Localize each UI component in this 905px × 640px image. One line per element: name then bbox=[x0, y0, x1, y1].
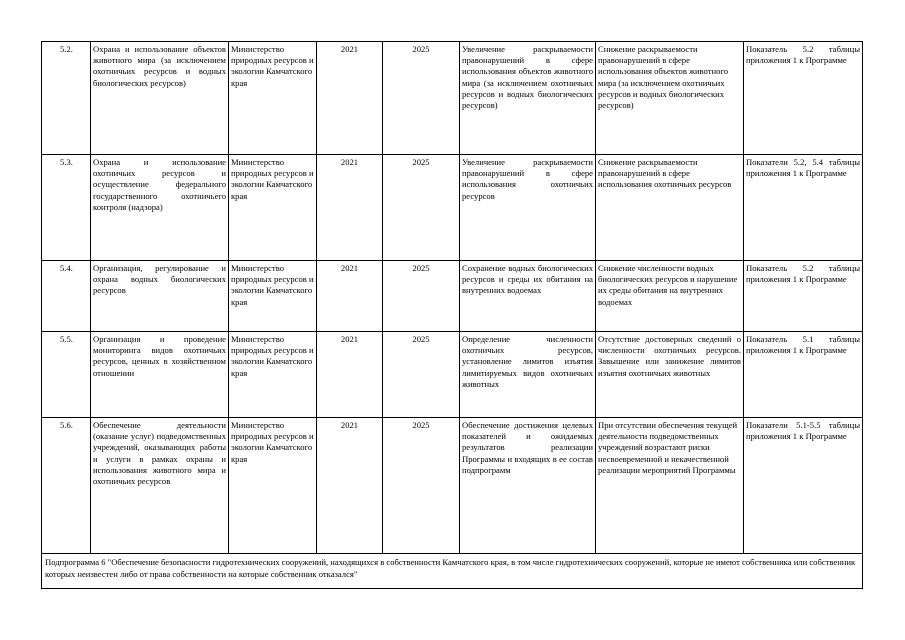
responsible-executor: Министерство природных ресурсов и экологии Камчатского края bbox=[229, 332, 317, 418]
expected-result: Обеспечение достижения целевых показателей и ожидаемых результатов реализации Программы и входящих в ее состав подпрограмм bbox=[460, 418, 596, 554]
program-indicator: Показатели 5.1-5.5 таблицы приложения 1 к Программе bbox=[744, 418, 863, 554]
measure-name: Организация, регулирование и охрана водных биологических ресурсов bbox=[91, 261, 229, 332]
start-year: 2021 bbox=[317, 418, 383, 554]
table-row bbox=[42, 42, 863, 155]
non-implementation-consequence: Снижение раскрываемости правонарушений в сфере использования объектов животного мира (за исключением охотничьих ресурсов и водных биологических ресурсов) bbox=[596, 42, 744, 155]
start-year: 2021 bbox=[317, 332, 383, 418]
measure-name: Организация и проведение мониторинга видов охотничьих ресурсов, ценных в хозяйственном отношении bbox=[91, 332, 229, 418]
non-implementation-consequence: Снижение численности водных биологических ресурсов и нарушение их среды обитания на внутренних водоемах bbox=[596, 261, 744, 332]
start-year: 2021 bbox=[317, 155, 383, 261]
measure-name: Охрана и использование охотничьих ресурсов и осуществление федерального государственного охотничьего контроля (надзора) bbox=[91, 155, 229, 261]
row-number: 5.6. bbox=[42, 418, 91, 554]
responsible-executor: Министерство природных ресурсов и экологии Камчатского края bbox=[229, 418, 317, 554]
row-number: 5.4. bbox=[42, 261, 91, 332]
responsible-executor: Министерство природных ресурсов и экологии Камчатского края bbox=[229, 155, 317, 261]
expected-result: Увеличение раскрываемости правонарушений в сфере использования объектов животного мира (за исключением охотничьих ресурсов и водных биологических ресурсов) bbox=[460, 42, 596, 155]
subprogram-row bbox=[42, 554, 863, 589]
measure-name: Охрана и использование объектов животного мира (за исключением охотничьих ресурсов и водных биологических ресурсов) bbox=[91, 42, 229, 155]
program-indicator: Показатель 5.1 таблицы приложения 1 к Программе bbox=[744, 332, 863, 418]
non-implementation-consequence: Отсутствие достоверных сведений о численности охотничьих ресурсов. Завышение или занижение лимитов изъятия охотничьих животных bbox=[596, 332, 744, 418]
responsible-executor: Министерство природных ресурсов и экологии Камчатского края bbox=[229, 42, 317, 155]
expected-result: Сохранение водных биологических ресурсов и среды их обитания на внутренних водоемах bbox=[460, 261, 596, 332]
measure-name: Обеспечение деятельности (оказание услуг) подведомственных учреждений, оказывающих работы и услуги в рамках охраны и использования животного мира и охотничьих ресурсов bbox=[91, 418, 229, 554]
start-year: 2021 bbox=[317, 42, 383, 155]
expected-result: Увеличение раскрываемости правонарушений в сфере использования охотничьих ресурсов bbox=[460, 155, 596, 261]
program-indicator: Показатель 5.2 таблицы приложения 1 к Программе bbox=[744, 261, 863, 332]
row-number: 5.5. bbox=[42, 332, 91, 418]
responsible-executor: Министерство природных ресурсов и экологии Камчатского края bbox=[229, 261, 317, 332]
non-implementation-consequence: Снижение раскрываемости правонарушений в сфере использования охотничьих ресурсов bbox=[596, 155, 744, 261]
program-measures-table bbox=[41, 41, 863, 589]
table-row bbox=[42, 155, 863, 261]
end-year: 2025 bbox=[383, 42, 460, 155]
row-number: 5.3. bbox=[42, 155, 91, 261]
start-year: 2021 bbox=[317, 261, 383, 332]
end-year: 2025 bbox=[383, 155, 460, 261]
program-indicator: Показатель 5.2 таблицы приложения 1 к Программе bbox=[744, 42, 863, 155]
end-year: 2025 bbox=[383, 418, 460, 554]
table-row bbox=[42, 261, 863, 332]
expected-result: Определение численности охотничьих ресурсов, установление лимитов изъятия лимитируемых видов охотничьих животных bbox=[460, 332, 596, 418]
program-indicator: Показатели 5.2, 5.4 таблицы приложения 1 к Программе bbox=[744, 155, 863, 261]
table-row bbox=[42, 418, 863, 554]
end-year: 2025 bbox=[383, 332, 460, 418]
non-implementation-consequence: При отсутствии обеспечения текущей деятельности подведомственных учреждений возрастают риски несвоевременной и некачественной реализации мероприятий Программы bbox=[596, 418, 744, 554]
subprogram-title: Подпрограмма 6 "Обеспечение безопасности гидротехнических сооружений, находящихся в собственности Камчатского края, в том числе гидротехнических сооружений, которые не имеют собственника или собственник которых неизвестен либо от права собственности на которые собственник отказался" bbox=[42, 554, 863, 589]
end-year: 2025 bbox=[383, 261, 460, 332]
row-number: 5.2. bbox=[42, 42, 91, 155]
table-row bbox=[42, 332, 863, 418]
